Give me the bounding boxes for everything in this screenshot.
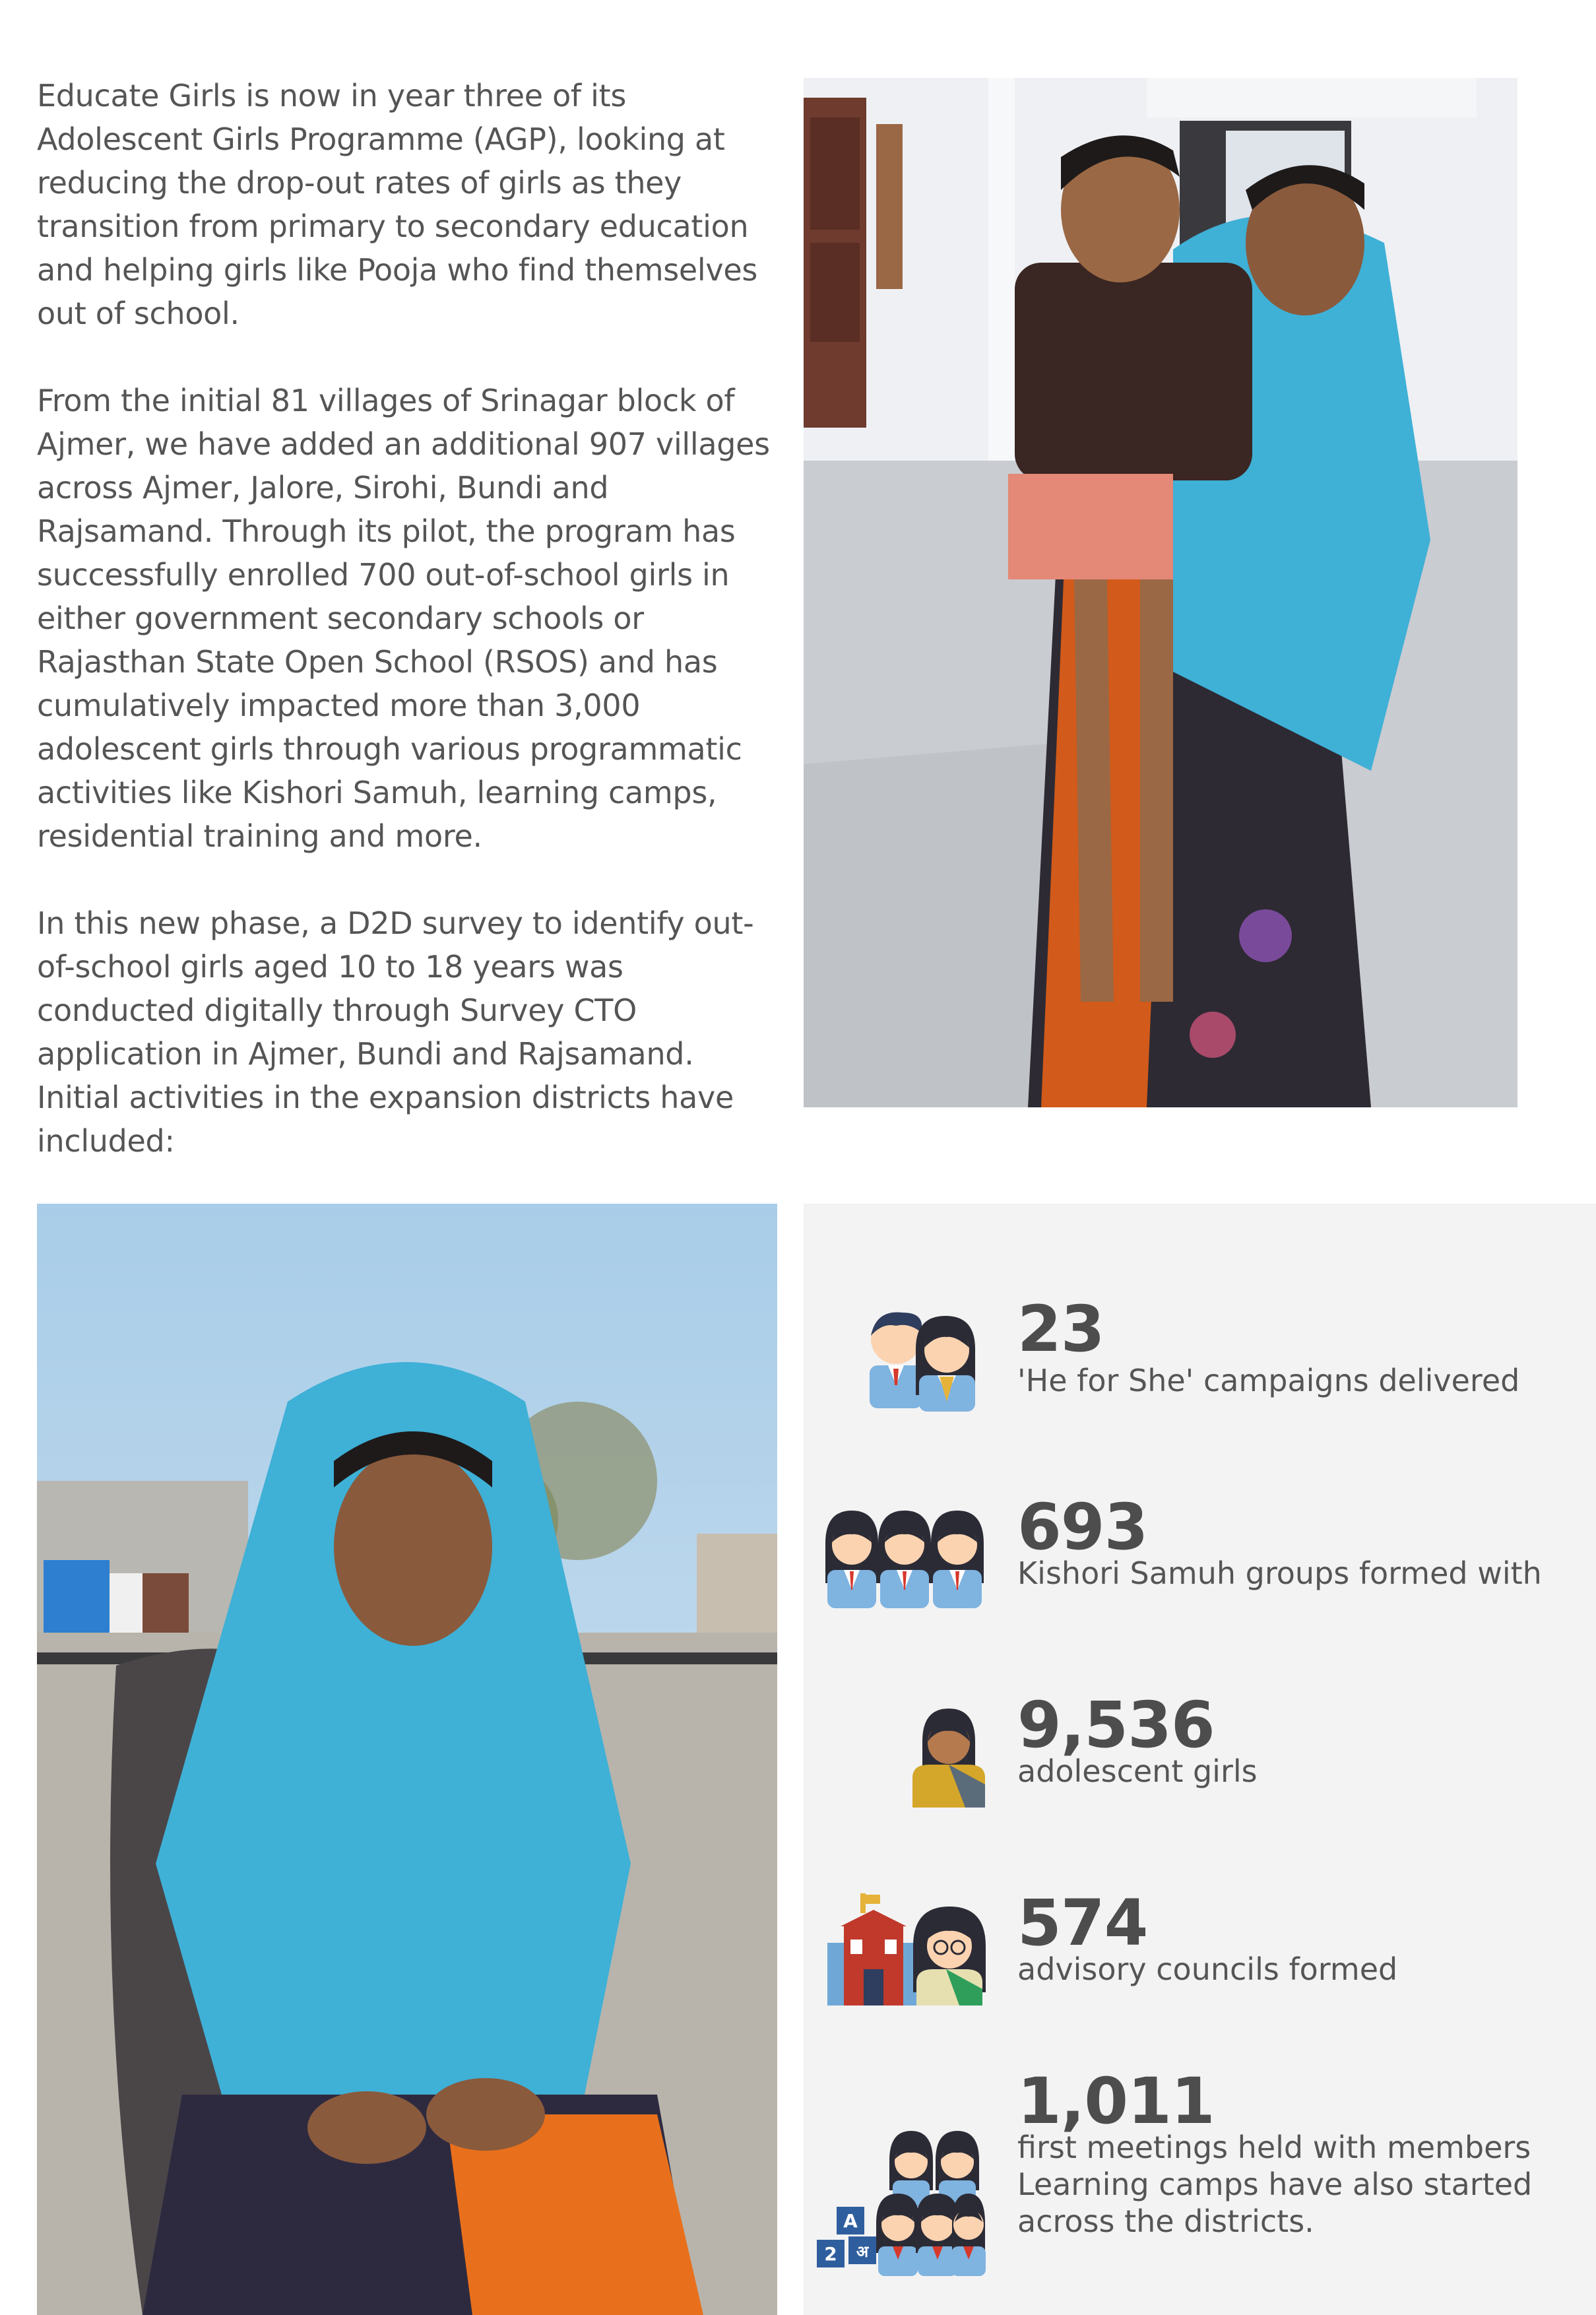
stat-label: Kishori Samuh groups formed with (1017, 1555, 1542, 1591)
stat-value: 693 (1017, 1490, 1148, 1564)
photo-woman-with-child (804, 78, 1517, 1107)
stat-label (1017, 2129, 1578, 2240)
svg-text:2: 2 (824, 2243, 837, 2265)
svg-text:अ: अ (856, 2242, 869, 2261)
paragraph: From the initial 81 villages of Srinagar block of Ajmer, we have added an additional 907 villages across Ajmer, Jalore, Sirohi, Bundi and Rajsamand. Through its pilot, the program has successfully enrolled 700 out-of-school girls in either government secondary schools or Rajasthan State Open School (RSOS) and has cumulatively impacted more than 3,000 adolescent girls through various programmatic activities like Kishori Samuh, learning camps, residential training and more. (37, 383, 770, 854)
stat-kishori-samuh (804, 1481, 1596, 1613)
stat-label: adolescent girls (1017, 1753, 1258, 1789)
stat-adolescent-girls (804, 1679, 1596, 1811)
stat-he-for-she (804, 1283, 1596, 1415)
photo-woman-seated (37, 1204, 777, 2315)
stats-panel (804, 1204, 1596, 2315)
intro-text (37, 74, 776, 1206)
svg-text:A: A (843, 2210, 858, 2232)
stat-label-line: across the districts. (1017, 2203, 1314, 2239)
stat-label: 'He for She' campaigns delivered (1017, 1363, 1520, 1398)
adolescent-girl-icon (909, 1702, 988, 1808)
stat-label-line: first meetings held with members (1017, 2130, 1531, 2165)
stat-label-line: Learning camps have also started (1017, 2167, 1533, 2202)
stat-value: 574 (1017, 1886, 1148, 1960)
paragraph: Educate Girls is now in year three of its Adolescent Girls Programme (AGP), looking at reducing the drop-out rates of girls as they transition from primary to secondary education and helping girls like Pooja who find themselves out of school. (37, 78, 758, 331)
stat-value: 9,536 (1017, 1688, 1215, 1762)
stat-first-meetings (804, 2064, 1596, 2286)
stat-advisory-councils (804, 1877, 1596, 2009)
girl-group-icon (822, 1504, 987, 1610)
school-and-teacher-icon (827, 1893, 989, 2005)
boy-and-girl-students-icon (863, 1296, 982, 1415)
learning-camp-icon (817, 2128, 988, 2279)
paragraph: In this new phase, a D2D survey to identify out-of-school girls aged 10 to 18 years was conducted digitally through Survey CTO application in Ajmer, Bundi and Rajsamand. Initial activities in the expansion districts have included: (37, 905, 754, 1159)
stat-label: advisory councils formed (1017, 1951, 1398, 1987)
stat-value: 23 (1017, 1292, 1104, 1366)
stat-value: 1,011 (1017, 2064, 1215, 2138)
